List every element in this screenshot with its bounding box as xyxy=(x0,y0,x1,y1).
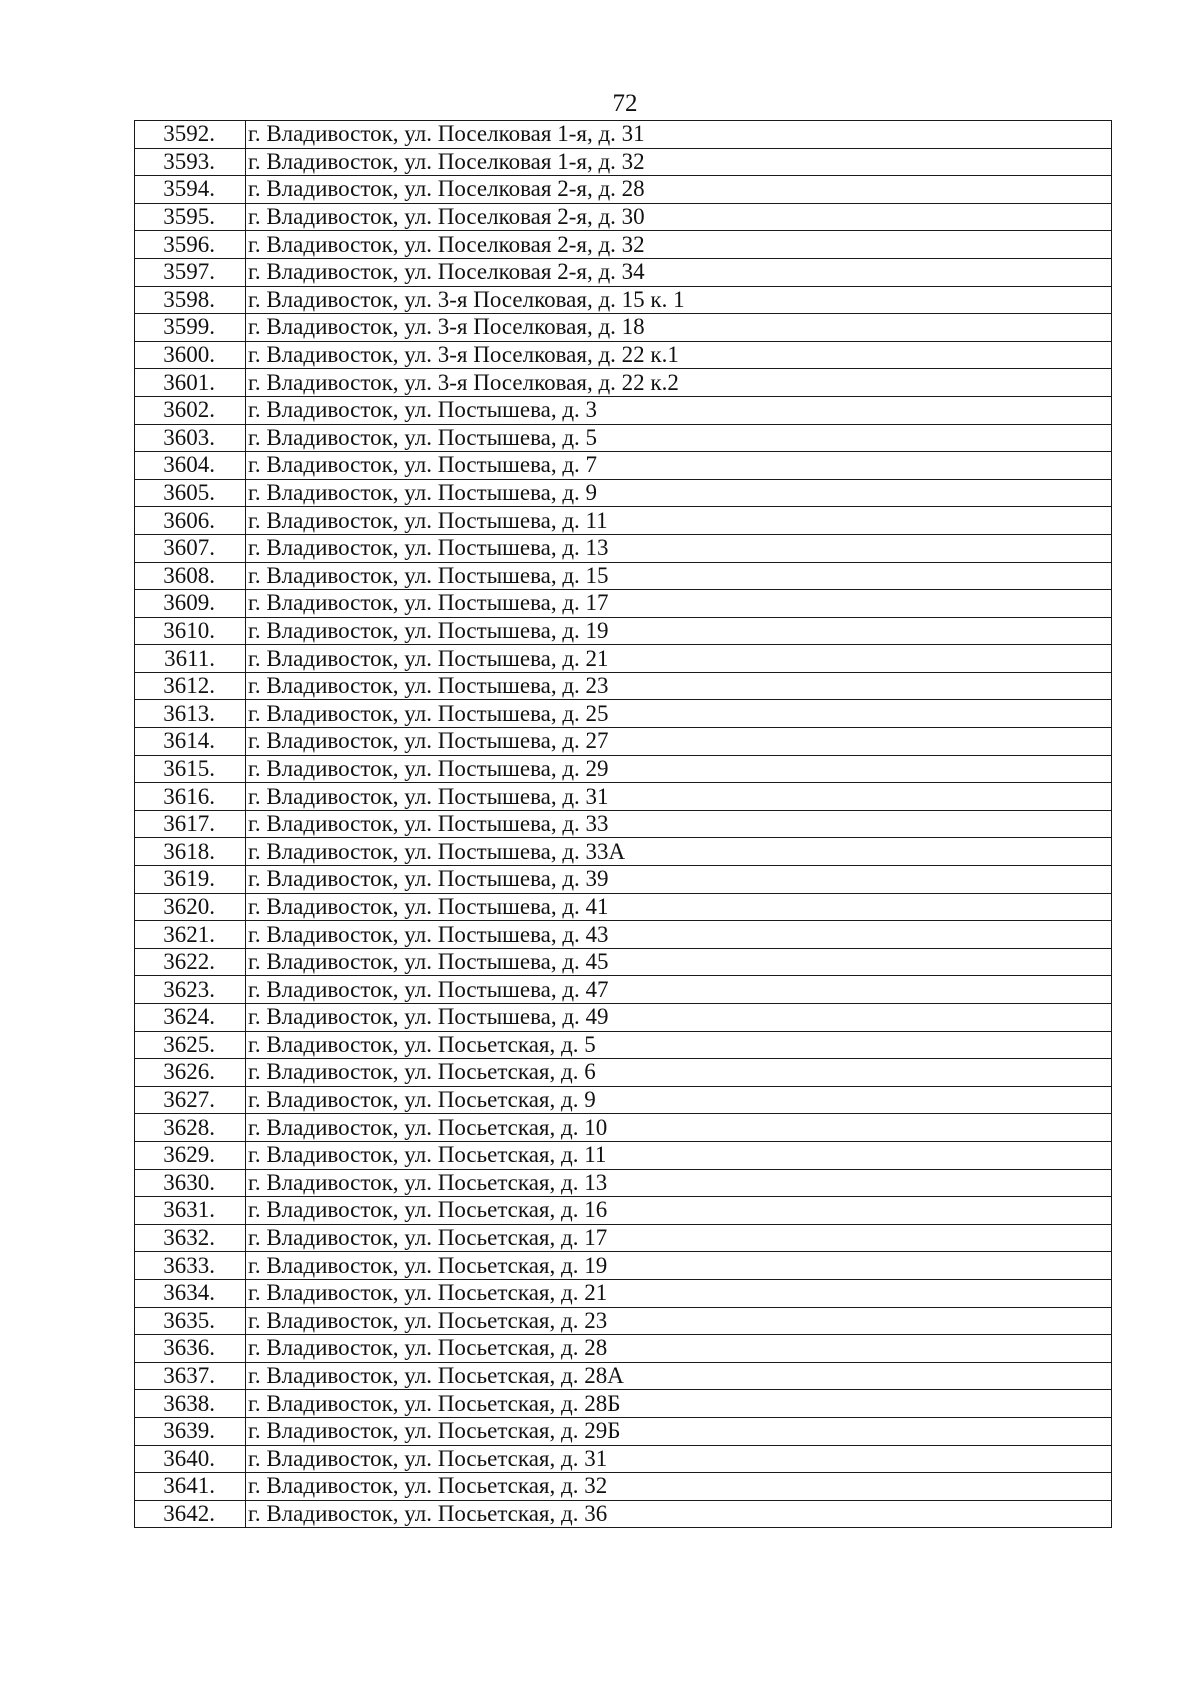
table-row xyxy=(135,1307,1112,1335)
row-number: 3640. xyxy=(135,1445,246,1473)
row-address: г. Владивосток, ул. Посьетская, д. 36 xyxy=(246,1500,1112,1528)
table-row xyxy=(135,1362,1112,1390)
row-address: г. Владивосток, ул. Поселковая 2-я, д. 30 xyxy=(246,203,1112,231)
row-number: 3637. xyxy=(135,1362,246,1390)
row-number: 3619. xyxy=(135,866,246,894)
row-address: г. Владивосток, ул. Постышева, д. 41 xyxy=(246,893,1112,921)
row-address: г. Владивосток, ул. Постышева, д. 11 xyxy=(246,507,1112,535)
table-row xyxy=(135,1031,1112,1059)
table-row xyxy=(135,1473,1112,1501)
page-number: 72 xyxy=(612,90,638,117)
row-number: 3614. xyxy=(135,728,246,756)
row-address: г. Владивосток, ул. Постышева, д. 5 xyxy=(246,424,1112,452)
row-address: г. Владивосток, ул. Постышева, д. 9 xyxy=(246,479,1112,507)
table-row xyxy=(135,893,1112,921)
row-address: г. Владивосток, ул. Посьетская, д. 10 xyxy=(246,1114,1112,1142)
row-number: 3605. xyxy=(135,479,246,507)
row-number: 3600. xyxy=(135,341,246,369)
row-address: г. Владивосток, ул. Постышева, д. 3 xyxy=(246,396,1112,424)
row-number: 3624. xyxy=(135,1004,246,1032)
row-address: г. Владивосток, ул. Постышева, д. 45 xyxy=(246,948,1112,976)
row-number: 3617. xyxy=(135,810,246,838)
row-address: г. Владивосток, ул. Постышева, д. 27 xyxy=(246,728,1112,756)
row-address: г. Владивосток, ул. 3-я Поселковая, д. 15 к. 1 xyxy=(246,286,1112,314)
row-number: 3601. xyxy=(135,369,246,397)
table-row xyxy=(135,645,1112,673)
table-row xyxy=(135,314,1112,342)
table-row xyxy=(135,617,1112,645)
row-number: 3642. xyxy=(135,1500,246,1528)
table-row xyxy=(135,203,1112,231)
row-number: 3639. xyxy=(135,1417,246,1445)
row-address: г. Владивосток, ул. Постышева, д. 19 xyxy=(246,617,1112,645)
row-address: г. Владивосток, ул. Посьетская, д. 13 xyxy=(246,1169,1112,1197)
table-row xyxy=(135,452,1112,480)
table-row xyxy=(135,1114,1112,1142)
row-number: 3593. xyxy=(135,148,246,176)
row-number: 3594. xyxy=(135,176,246,204)
row-address: г. Владивосток, ул. Посьетская, д. 6 xyxy=(246,1059,1112,1087)
row-address: г. Владивосток, ул. Постышева, д. 47 xyxy=(246,976,1112,1004)
row-address: г. Владивосток, ул. 3-я Поселковая, д. 22 к.1 xyxy=(246,341,1112,369)
table-row xyxy=(135,286,1112,314)
row-address: г. Владивосток, ул. Посьетская, д. 23 xyxy=(246,1307,1112,1335)
table-row xyxy=(135,1390,1112,1418)
table-row xyxy=(135,534,1112,562)
table-row xyxy=(135,590,1112,618)
row-number: 3635. xyxy=(135,1307,246,1335)
row-number: 3627. xyxy=(135,1086,246,1114)
table-row xyxy=(135,1417,1112,1445)
row-address: г. Владивосток, ул. Поселковая 1-я, д. 31 xyxy=(246,121,1112,149)
table-row xyxy=(135,1059,1112,1087)
row-number: 3626. xyxy=(135,1059,246,1087)
table-row xyxy=(135,755,1112,783)
table-row xyxy=(135,810,1112,838)
row-number: 3596. xyxy=(135,231,246,259)
row-number: 3607. xyxy=(135,534,246,562)
table-row xyxy=(135,1252,1112,1280)
row-number: 3630. xyxy=(135,1169,246,1197)
row-number: 3611. xyxy=(135,645,246,673)
row-number: 3616. xyxy=(135,783,246,811)
row-address: г. Владивосток, ул. Постышева, д. 13 xyxy=(246,534,1112,562)
row-address: г. Владивосток, ул. Поселковая 2-я, д. 28 xyxy=(246,176,1112,204)
row-address: г. Владивосток, ул. Постышева, д. 17 xyxy=(246,590,1112,618)
row-address: г. Владивосток, ул. 3-я Поселковая, д. 22 к.2 xyxy=(246,369,1112,397)
row-address: г. Владивосток, ул. Постышева, д. 7 xyxy=(246,452,1112,480)
address-table xyxy=(134,120,1112,1528)
table-row xyxy=(135,1279,1112,1307)
table-row xyxy=(135,121,1112,149)
row-address: г. Владивосток, ул. Посьетская, д. 17 xyxy=(246,1224,1112,1252)
table-row xyxy=(135,838,1112,866)
table-row xyxy=(135,341,1112,369)
row-number: 3597. xyxy=(135,258,246,286)
table-row xyxy=(135,1224,1112,1252)
table-row xyxy=(135,176,1112,204)
row-number: 3592. xyxy=(135,121,246,149)
row-address: г. Владивосток, ул. Поселковая 1-я, д. 32 xyxy=(246,148,1112,176)
row-address: г. Владивосток, ул. Посьетская, д. 21 xyxy=(246,1279,1112,1307)
row-number: 3608. xyxy=(135,562,246,590)
table-row xyxy=(135,948,1112,976)
row-address: г. Владивосток, ул. Посьетская, д. 5 xyxy=(246,1031,1112,1059)
row-number: 3604. xyxy=(135,452,246,480)
table-row xyxy=(135,1141,1112,1169)
table-row xyxy=(135,1169,1112,1197)
row-number: 3615. xyxy=(135,755,246,783)
row-number: 3621. xyxy=(135,921,246,949)
table-row xyxy=(135,148,1112,176)
row-number: 3622. xyxy=(135,948,246,976)
row-number: 3623. xyxy=(135,976,246,1004)
table-row xyxy=(135,396,1112,424)
table-row xyxy=(135,700,1112,728)
row-number: 3633. xyxy=(135,1252,246,1280)
row-number: 3598. xyxy=(135,286,246,314)
row-number: 3638. xyxy=(135,1390,246,1418)
row-number: 3610. xyxy=(135,617,246,645)
table-row xyxy=(135,424,1112,452)
row-number: 3618. xyxy=(135,838,246,866)
row-address: г. Владивосток, ул. Посьетская, д. 9 xyxy=(246,1086,1112,1114)
row-address: г. Владивосток, ул. Посьетская, д. 32 xyxy=(246,1473,1112,1501)
row-number: 3631. xyxy=(135,1197,246,1225)
row-address: г. Владивосток, ул. Постышева, д. 49 xyxy=(246,1004,1112,1032)
row-number: 3634. xyxy=(135,1279,246,1307)
row-number: 3636. xyxy=(135,1335,246,1363)
table-row xyxy=(135,231,1112,259)
table-row xyxy=(135,921,1112,949)
row-address: г. Владивосток, ул. Посьетская, д. 28Б xyxy=(246,1390,1112,1418)
table-row xyxy=(135,1445,1112,1473)
row-address: г. Владивосток, ул. Постышева, д. 29 xyxy=(246,755,1112,783)
row-address: г. Владивосток, ул. Постышева, д. 33А xyxy=(246,838,1112,866)
row-address: г. Владивосток, ул. Постышева, д. 23 xyxy=(246,672,1112,700)
row-number: 3620. xyxy=(135,893,246,921)
table-row xyxy=(135,507,1112,535)
row-number: 3602. xyxy=(135,396,246,424)
table-row xyxy=(135,1197,1112,1225)
row-address: г. Владивосток, ул. Поселковая 2-я, д. 32 xyxy=(246,231,1112,259)
row-number: 3629. xyxy=(135,1141,246,1169)
row-address: г. Владивосток, ул. Посьетская, д. 19 xyxy=(246,1252,1112,1280)
table-row xyxy=(135,562,1112,590)
row-address: г. Владивосток, ул. Постышева, д. 21 xyxy=(246,645,1112,673)
table-row xyxy=(135,976,1112,1004)
table-row xyxy=(135,783,1112,811)
row-number: 3606. xyxy=(135,507,246,535)
row-address: г. Владивосток, ул. Посьетская, д. 28 xyxy=(246,1335,1112,1363)
row-number: 3599. xyxy=(135,314,246,342)
row-address: г. Владивосток, ул. Постышева, д. 33 xyxy=(246,810,1112,838)
table-row xyxy=(135,479,1112,507)
row-number: 3628. xyxy=(135,1114,246,1142)
row-number: 3632. xyxy=(135,1224,246,1252)
table-row xyxy=(135,672,1112,700)
table-row xyxy=(135,1500,1112,1528)
row-number: 3625. xyxy=(135,1031,246,1059)
row-address: г. Владивосток, ул. Постышева, д. 31 xyxy=(246,783,1112,811)
row-address: г. Владивосток, ул. Посьетская, д. 16 xyxy=(246,1197,1112,1225)
row-address: г. Владивосток, ул. Посьетская, д. 29Б xyxy=(246,1417,1112,1445)
row-number: 3641. xyxy=(135,1473,246,1501)
row-address: г. Владивосток, ул. Постышева, д. 43 xyxy=(246,921,1112,949)
row-address: г. Владивосток, ул. 3-я Поселковая, д. 18 xyxy=(246,314,1112,342)
row-address: г. Владивосток, ул. Посьетская, д. 11 xyxy=(246,1141,1112,1169)
table-row xyxy=(135,369,1112,397)
row-address: г. Владивосток, ул. Посьетская, д. 31 xyxy=(246,1445,1112,1473)
row-address: г. Владивосток, ул. Постышева, д. 39 xyxy=(246,866,1112,894)
table-row xyxy=(135,1004,1112,1032)
row-address: г. Владивосток, ул. Постышева, д. 15 xyxy=(246,562,1112,590)
row-address: г. Владивосток, ул. Посьетская, д. 28А xyxy=(246,1362,1112,1390)
row-address: г. Владивосток, ул. Постышева, д. 25 xyxy=(246,700,1112,728)
row-number: 3613. xyxy=(135,700,246,728)
row-address: г. Владивосток, ул. Поселковая 2-я, д. 34 xyxy=(246,258,1112,286)
address-table-body xyxy=(135,121,1112,1528)
table-row xyxy=(135,866,1112,894)
table-row xyxy=(135,1086,1112,1114)
table-row xyxy=(135,258,1112,286)
row-number: 3609. xyxy=(135,590,246,618)
table-row xyxy=(135,728,1112,756)
table-row xyxy=(135,1335,1112,1363)
row-number: 3595. xyxy=(135,203,246,231)
row-number: 3612. xyxy=(135,672,246,700)
row-number: 3603. xyxy=(135,424,246,452)
